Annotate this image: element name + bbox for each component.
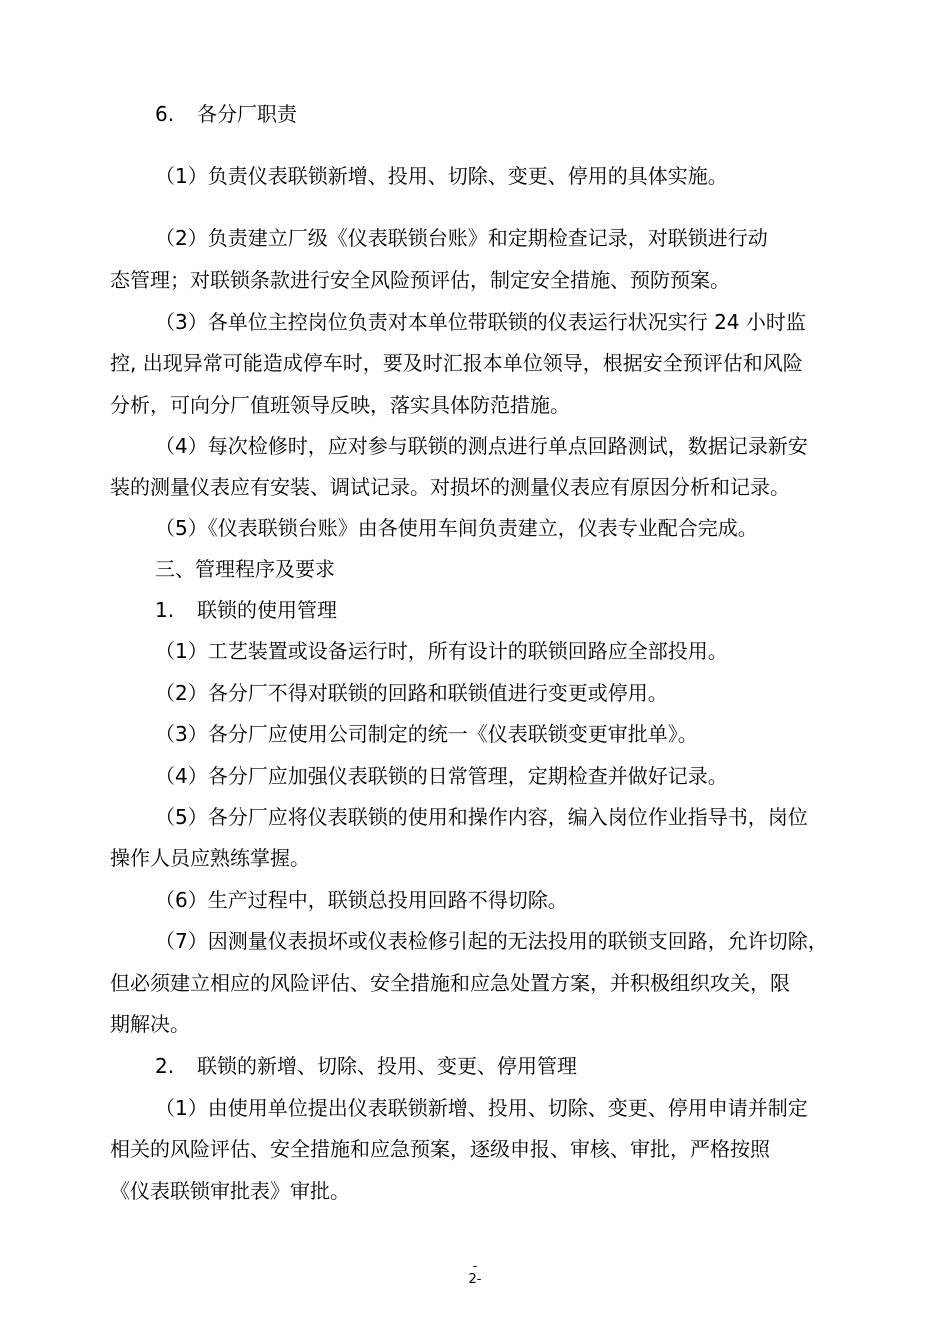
paragraph-line: （7）因测量仪表损坏或仪表检修引起的无法投用的联锁支回路，允许切除， [155,929,828,953]
paragraph-line: （1）负责仪表联锁新增、投用、切除、变更、停用的具体实施。 [155,164,728,188]
paragraph-line: （3）各分厂应使用公司制定的统一《仪表联锁变更审批单》。 [155,722,698,746]
section-heading [155,1054,577,1078]
paragraph-line: （5）各分厂应将仪表联锁的使用和操作内容，编入岗位作业指导书，岗位 [155,805,808,829]
paragraph-line: （4）各分厂应加强仪表联锁的日常管理，定期检查并做好记录。 [155,764,728,788]
paragraph-line: 态管理；对联锁条款进行安全风险预评估，制定安全措施、预防预案。 [110,268,730,292]
section-heading [155,598,337,622]
paragraph-line: （1）工艺装置或设备运行时，所有设计的联锁回路应全部投用。 [155,639,728,663]
paragraph-line: （1）由使用单位提出仪表联锁新增、投用、切除、变更、停用申请并制定 [155,1096,808,1120]
paragraph-line: 分析，可向分厂值班领导反映，落实具体防范措施。 [110,393,570,417]
paragraph-line: 操作人员应熟练掌握。 [110,846,310,870]
chapter-heading: 三、管理程序及要求 [155,557,335,581]
paragraph-line: 《仪表联锁审批表》审批。 [110,1179,350,1203]
paragraph-line: （2）各分厂不得对联锁的回路和联锁值进行变更或停用。 [155,681,668,705]
paragraph-line: （4）每次检修时，应对参与联锁的测点进行单点回路测试，数据记录新安 [155,434,808,458]
section-title: 各分厂职责 [197,102,297,126]
paragraph-line: （5）《仪表联锁台账》由各使用车间负责建立，仪表专业配合完成。 [155,516,758,540]
section-number: 2. [155,1054,175,1078]
paragraph-line: （3）各单位主控岗位负责对本单位带联锁的仪表运行状况实行 24 小时监 [155,310,806,334]
paragraph-line: 期解决。 [110,1012,190,1036]
section-title: 联锁的新增、切除、投用、变更、停用管理 [197,1054,577,1078]
section-number: 1. [155,598,175,622]
section-title: 联锁的使用管理 [197,598,337,622]
paragraph-line: 但必须建立相应的风险评估、安全措施和应急处置方案，并积极组织攻关，限 [110,971,790,995]
page-number: 2- [468,1272,482,1287]
section-number: 6. [155,102,175,126]
section-heading [155,102,297,126]
paragraph-line: 相关的风险评估、安全措施和应急预案，逐级申报、审核、审批，严格按照 [110,1137,770,1161]
paragraph-line: （2）负责建立厂级《仪表联锁台账》和定期检查记录，对联锁进行动 [155,226,768,250]
footer-dash: - [472,1259,478,1274]
paragraph-line: 控, 出现异常可能造成停车时，要及时汇报本单位领导，根据安全预评估和风险 [110,351,803,375]
paragraph-line: （6）生产过程中，联锁总投用回路不得切除。 [155,888,568,912]
paragraph-line: 装的测量仪表应有安装、调试记录。对损坏的测量仪表应有原因分析和记录。 [110,475,790,499]
